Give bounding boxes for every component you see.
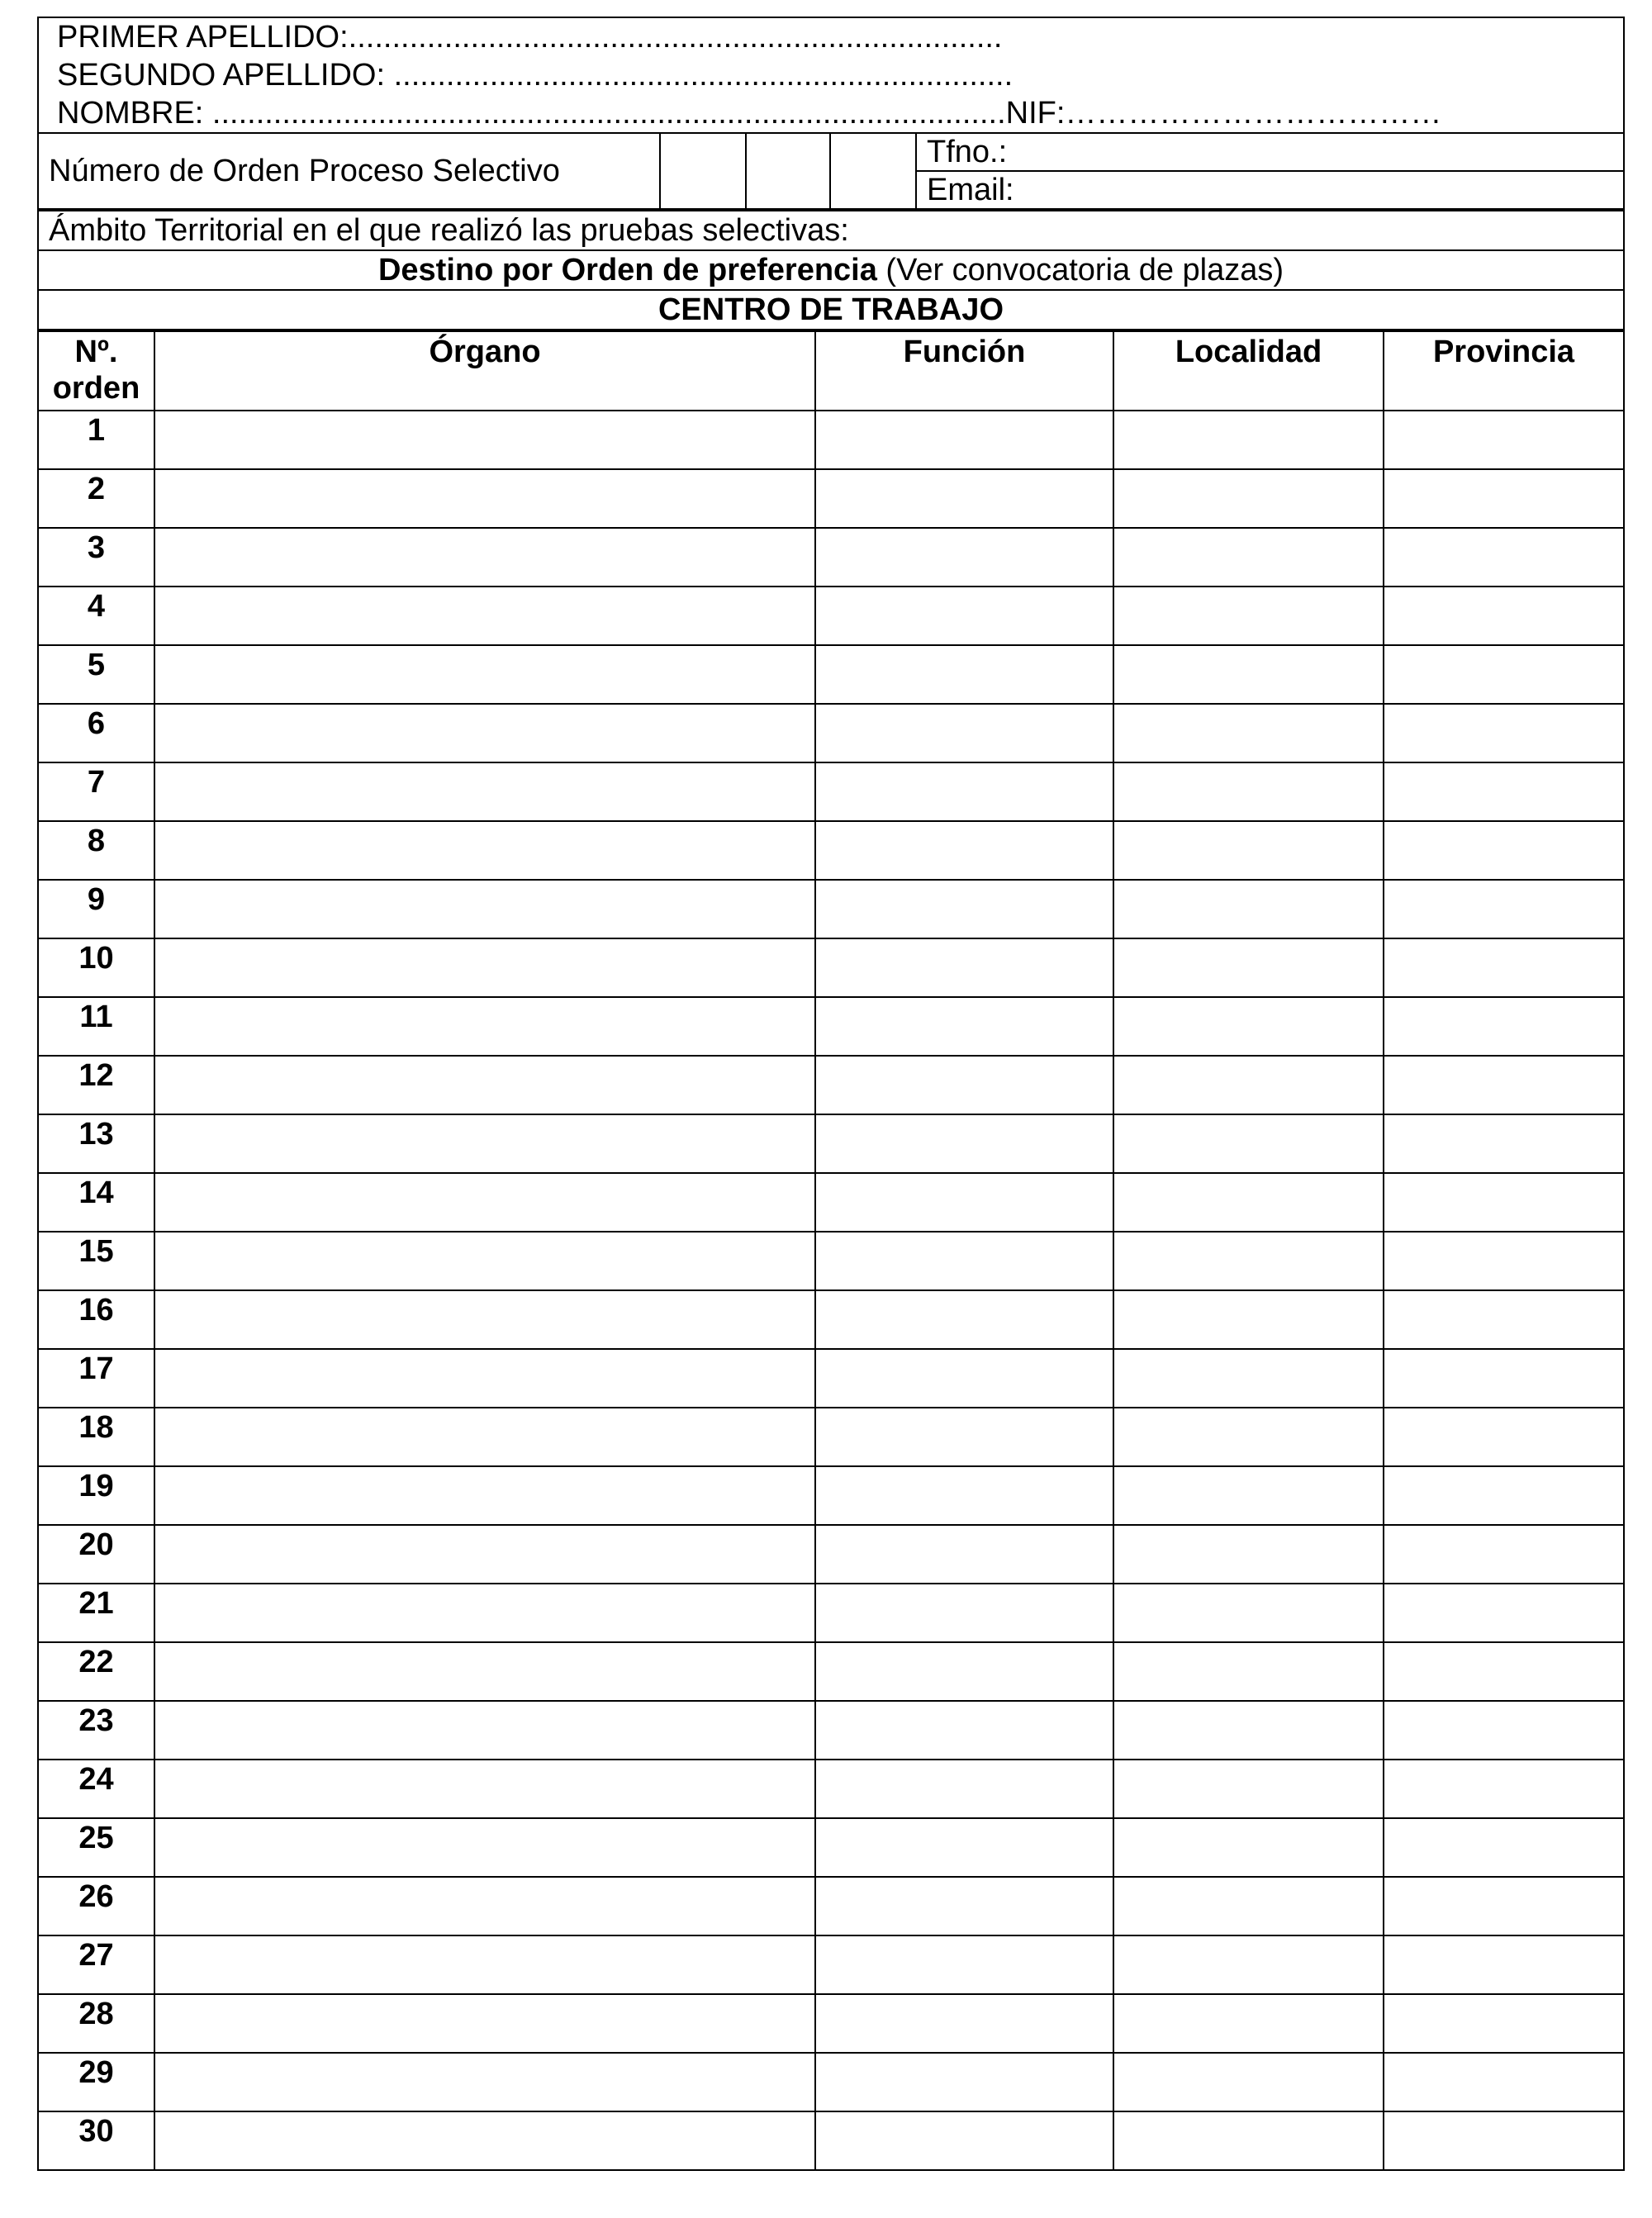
funcion-cell[interactable] xyxy=(815,469,1113,528)
provincia-cell[interactable] xyxy=(1384,1232,1624,1290)
localidad-cell[interactable] xyxy=(1113,1760,1384,1818)
organo-cell[interactable] xyxy=(154,2111,815,2170)
provincia-cell[interactable] xyxy=(1384,1994,1624,2053)
funcion-cell[interactable] xyxy=(815,1466,1113,1525)
centro-trabajo-heading: CENTRO DE TRABAJO xyxy=(38,290,1624,330)
table-row xyxy=(38,469,1624,528)
col-funcion: Función xyxy=(815,331,1113,411)
provincia-cell[interactable] xyxy=(1384,1642,1624,1701)
table-row xyxy=(38,1290,1624,1349)
funcion-cell[interactable] xyxy=(815,821,1113,880)
table-row xyxy=(38,1642,1624,1701)
funcion-cell[interactable] xyxy=(815,1173,1113,1232)
organo-cell[interactable] xyxy=(154,1701,815,1760)
table-row xyxy=(38,2111,1624,2170)
localidad-cell[interactable] xyxy=(1113,1408,1384,1466)
ambito-territorial-field[interactable]: Ámbito Territorial en el que realizó las pruebas selectivas: xyxy=(38,211,1624,250)
table-row xyxy=(38,528,1624,587)
provincia-cell[interactable] xyxy=(1384,1525,1624,1584)
localidad-cell[interactable] xyxy=(1113,2111,1384,2170)
table-row xyxy=(38,938,1624,997)
table-row xyxy=(38,1525,1624,1584)
funcion-cell[interactable] xyxy=(815,1525,1113,1584)
provincia-cell[interactable] xyxy=(1384,1114,1624,1173)
table-row xyxy=(38,821,1624,880)
organo-cell[interactable] xyxy=(154,821,815,880)
provincia-cell[interactable] xyxy=(1384,2111,1624,2170)
localidad-cell[interactable] xyxy=(1113,1818,1384,1877)
table-row xyxy=(38,1466,1624,1525)
funcion-cell[interactable] xyxy=(815,1290,1113,1349)
provincia-cell[interactable] xyxy=(1384,704,1624,762)
localidad-cell[interactable] xyxy=(1113,1701,1384,1760)
orden-proceso-label: Número de Orden Proceso Selectivo xyxy=(38,133,660,209)
provincia-cell[interactable] xyxy=(1384,821,1624,880)
table-row xyxy=(38,1232,1624,1290)
localidad-cell[interactable] xyxy=(1113,528,1384,587)
row-number: 25 xyxy=(38,1818,154,1877)
row-number: 13 xyxy=(38,1114,154,1173)
organo-cell[interactable] xyxy=(154,1642,815,1701)
table-row xyxy=(38,1701,1624,1760)
localidad-cell[interactable] xyxy=(1113,587,1384,645)
localidad-cell[interactable] xyxy=(1113,1642,1384,1701)
row-number: 3 xyxy=(38,528,154,587)
table-row xyxy=(38,587,1624,645)
provincia-cell[interactable] xyxy=(1384,1173,1624,1232)
funcion-cell[interactable] xyxy=(815,1994,1113,2053)
organo-cell[interactable] xyxy=(154,1349,815,1408)
localidad-cell[interactable] xyxy=(1113,1877,1384,1935)
localidad-cell[interactable] xyxy=(1113,704,1384,762)
row-number: 9 xyxy=(38,880,154,938)
funcion-cell[interactable] xyxy=(815,762,1113,821)
destino-note: (Ver convocatoria de plazas) xyxy=(876,253,1284,287)
table-row xyxy=(38,1408,1624,1466)
funcion-cell[interactable] xyxy=(815,704,1113,762)
localidad-cell[interactable] xyxy=(1113,2053,1384,2111)
localidad-cell[interactable] xyxy=(1113,645,1384,704)
provincia-cell[interactable] xyxy=(1384,880,1624,938)
row-number: 1 xyxy=(38,411,154,469)
orden-digit-box-2[interactable] xyxy=(746,133,830,209)
table-row xyxy=(38,1349,1624,1408)
col-organo: Órgano xyxy=(154,331,815,411)
organo-cell[interactable] xyxy=(154,1994,815,2053)
organo-cell[interactable] xyxy=(154,938,815,997)
localidad-cell[interactable] xyxy=(1113,1525,1384,1584)
organo-cell[interactable] xyxy=(154,1056,815,1114)
funcion-cell[interactable] xyxy=(815,411,1113,469)
table-row xyxy=(38,2053,1624,2111)
localidad-cell[interactable] xyxy=(1113,997,1384,1056)
row-number: 21 xyxy=(38,1584,154,1642)
row-number: 14 xyxy=(38,1173,154,1232)
row-number: 20 xyxy=(38,1525,154,1584)
row-number: 8 xyxy=(38,821,154,880)
header-rows xyxy=(37,210,1625,330)
nombre-nif-field[interactable]: NOMBRE: ...........................................................................................NIF:……………………………… xyxy=(57,96,1442,131)
preference-table xyxy=(37,330,1625,2171)
localidad-cell[interactable] xyxy=(1113,762,1384,821)
localidad-cell[interactable] xyxy=(1113,1173,1384,1232)
provincia-cell[interactable] xyxy=(1384,1466,1624,1525)
table-row xyxy=(38,1818,1624,1877)
orden-proceso-table xyxy=(37,132,1625,210)
organo-cell[interactable] xyxy=(154,704,815,762)
organo-cell[interactable] xyxy=(154,528,815,587)
col-localidad: Localidad xyxy=(1113,331,1384,411)
provincia-cell[interactable] xyxy=(1384,1877,1624,1935)
funcion-cell[interactable] xyxy=(815,2111,1113,2170)
provincia-cell[interactable] xyxy=(1384,1290,1624,1349)
funcion-cell[interactable] xyxy=(815,1877,1113,1935)
organo-cell[interactable] xyxy=(154,2053,815,2111)
row-number: 30 xyxy=(38,2111,154,2170)
provincia-cell[interactable] xyxy=(1384,411,1624,469)
provincia-cell[interactable] xyxy=(1384,938,1624,997)
row-number: 22 xyxy=(38,1642,154,1701)
provincia-cell[interactable] xyxy=(1384,469,1624,528)
organo-cell[interactable] xyxy=(154,1760,815,1818)
funcion-cell[interactable] xyxy=(815,880,1113,938)
table-row xyxy=(38,1935,1624,1994)
provincia-cell[interactable] xyxy=(1384,1584,1624,1642)
organo-cell[interactable] xyxy=(154,469,815,528)
localidad-cell[interactable] xyxy=(1113,1994,1384,2053)
email-field[interactable]: Email: xyxy=(916,171,1624,209)
row-number: 29 xyxy=(38,2053,154,2111)
funcion-cell[interactable] xyxy=(815,1701,1113,1760)
localidad-cell[interactable] xyxy=(1113,880,1384,938)
funcion-cell[interactable] xyxy=(815,997,1113,1056)
table-row xyxy=(38,1584,1624,1642)
funcion-cell[interactable] xyxy=(815,938,1113,997)
provincia-cell[interactable] xyxy=(1384,2053,1624,2111)
destino-heading xyxy=(38,250,1624,290)
funcion-cell[interactable] xyxy=(815,2053,1113,2111)
localidad-cell[interactable] xyxy=(1113,1114,1384,1173)
funcion-cell[interactable] xyxy=(815,1584,1113,1642)
row-number: 5 xyxy=(38,645,154,704)
row-number: 18 xyxy=(38,1408,154,1466)
table-row xyxy=(38,1173,1624,1232)
localidad-cell[interactable] xyxy=(1113,938,1384,997)
funcion-cell[interactable] xyxy=(815,587,1113,645)
table-row xyxy=(38,704,1624,762)
localidad-cell[interactable] xyxy=(1113,411,1384,469)
localidad-cell[interactable] xyxy=(1113,1290,1384,1349)
orden-digit-box-3[interactable] xyxy=(830,133,916,209)
row-number: 11 xyxy=(38,997,154,1056)
localidad-cell[interactable] xyxy=(1113,1584,1384,1642)
row-number: 17 xyxy=(38,1349,154,1408)
provincia-cell[interactable] xyxy=(1384,528,1624,587)
row-number: 2 xyxy=(38,469,154,528)
row-number: 28 xyxy=(38,1994,154,2053)
organo-cell[interactable] xyxy=(154,1114,815,1173)
funcion-cell[interactable] xyxy=(815,1114,1113,1173)
organo-cell[interactable] xyxy=(154,880,815,938)
personal-data-block xyxy=(37,17,1625,132)
col-provincia: Provincia xyxy=(1384,331,1624,411)
provincia-cell[interactable] xyxy=(1384,1056,1624,1114)
organo-cell[interactable] xyxy=(154,1466,815,1525)
row-number: 19 xyxy=(38,1466,154,1525)
provincia-cell[interactable] xyxy=(1384,997,1624,1056)
organo-cell[interactable] xyxy=(154,762,815,821)
localidad-cell[interactable] xyxy=(1113,1466,1384,1525)
localidad-cell[interactable] xyxy=(1113,1056,1384,1114)
organo-cell[interactable] xyxy=(154,411,815,469)
row-number: 27 xyxy=(38,1935,154,1994)
row-number: 7 xyxy=(38,762,154,821)
row-number: 12 xyxy=(38,1056,154,1114)
organo-cell[interactable] xyxy=(154,1525,815,1584)
organo-cell[interactable] xyxy=(154,1818,815,1877)
col-num-orden: Nº. orden xyxy=(38,331,154,411)
table-row xyxy=(38,880,1624,938)
funcion-cell[interactable] xyxy=(815,1349,1113,1408)
row-number: 15 xyxy=(38,1232,154,1290)
funcion-cell[interactable] xyxy=(815,1760,1113,1818)
funcion-cell[interactable] xyxy=(815,528,1113,587)
organo-cell[interactable] xyxy=(154,1877,815,1935)
organo-cell[interactable] xyxy=(154,645,815,704)
row-number: 16 xyxy=(38,1290,154,1349)
table-row xyxy=(38,997,1624,1056)
funcion-cell[interactable] xyxy=(815,1056,1113,1114)
organo-cell[interactable] xyxy=(154,1173,815,1232)
provincia-cell[interactable] xyxy=(1384,645,1624,704)
row-number: 24 xyxy=(38,1760,154,1818)
provincia-cell[interactable] xyxy=(1384,587,1624,645)
tfno-field[interactable]: Tfno.: xyxy=(916,133,1624,171)
localidad-cell[interactable] xyxy=(1113,1935,1384,1994)
funcion-cell[interactable] xyxy=(815,1818,1113,1877)
localidad-cell[interactable] xyxy=(1113,821,1384,880)
provincia-cell[interactable] xyxy=(1384,762,1624,821)
segundo-apellido-field[interactable]: SEGUNDO APELLIDO: ....................................................................... xyxy=(57,58,1014,93)
organo-cell[interactable] xyxy=(154,997,815,1056)
funcion-cell[interactable] xyxy=(815,1935,1113,1994)
organo-cell[interactable] xyxy=(154,1935,815,1994)
table-row xyxy=(38,1994,1624,2053)
table-row xyxy=(38,645,1624,704)
localidad-cell[interactable] xyxy=(1113,469,1384,528)
row-number: 6 xyxy=(38,704,154,762)
application-form xyxy=(37,17,1625,2171)
provincia-cell[interactable] xyxy=(1384,1760,1624,1818)
organo-cell[interactable] xyxy=(154,587,815,645)
table-row xyxy=(38,1760,1624,1818)
organo-cell[interactable] xyxy=(154,1290,815,1349)
provincia-cell[interactable] xyxy=(1384,1408,1624,1466)
primer-apellido-field[interactable]: PRIMER APELLIDO:........................................................................... xyxy=(57,20,1003,55)
table-row xyxy=(38,411,1624,469)
organo-cell[interactable] xyxy=(154,1408,815,1466)
table-row xyxy=(38,1114,1624,1173)
table-row xyxy=(38,1877,1624,1935)
organo-cell[interactable] xyxy=(154,1232,815,1290)
provincia-cell[interactable] xyxy=(1384,1701,1624,1760)
row-number: 23 xyxy=(38,1701,154,1760)
table-row xyxy=(38,1056,1624,1114)
funcion-cell[interactable] xyxy=(815,1642,1113,1701)
row-number: 26 xyxy=(38,1877,154,1935)
provincia-cell[interactable] xyxy=(1384,1935,1624,1994)
funcion-cell[interactable] xyxy=(815,645,1113,704)
table-row xyxy=(38,762,1624,821)
provincia-cell[interactable] xyxy=(1384,1818,1624,1877)
funcion-cell[interactable] xyxy=(815,1408,1113,1466)
localidad-cell[interactable] xyxy=(1113,1349,1384,1408)
provincia-cell[interactable] xyxy=(1384,1349,1624,1408)
funcion-cell[interactable] xyxy=(815,1232,1113,1290)
row-number: 4 xyxy=(38,587,154,645)
row-number: 10 xyxy=(38,938,154,997)
organo-cell[interactable] xyxy=(154,1584,815,1642)
destino-bold: Destino por Orden de preferencia xyxy=(377,253,877,287)
orden-digit-box-1[interactable] xyxy=(660,133,746,209)
localidad-cell[interactable] xyxy=(1113,1232,1384,1290)
